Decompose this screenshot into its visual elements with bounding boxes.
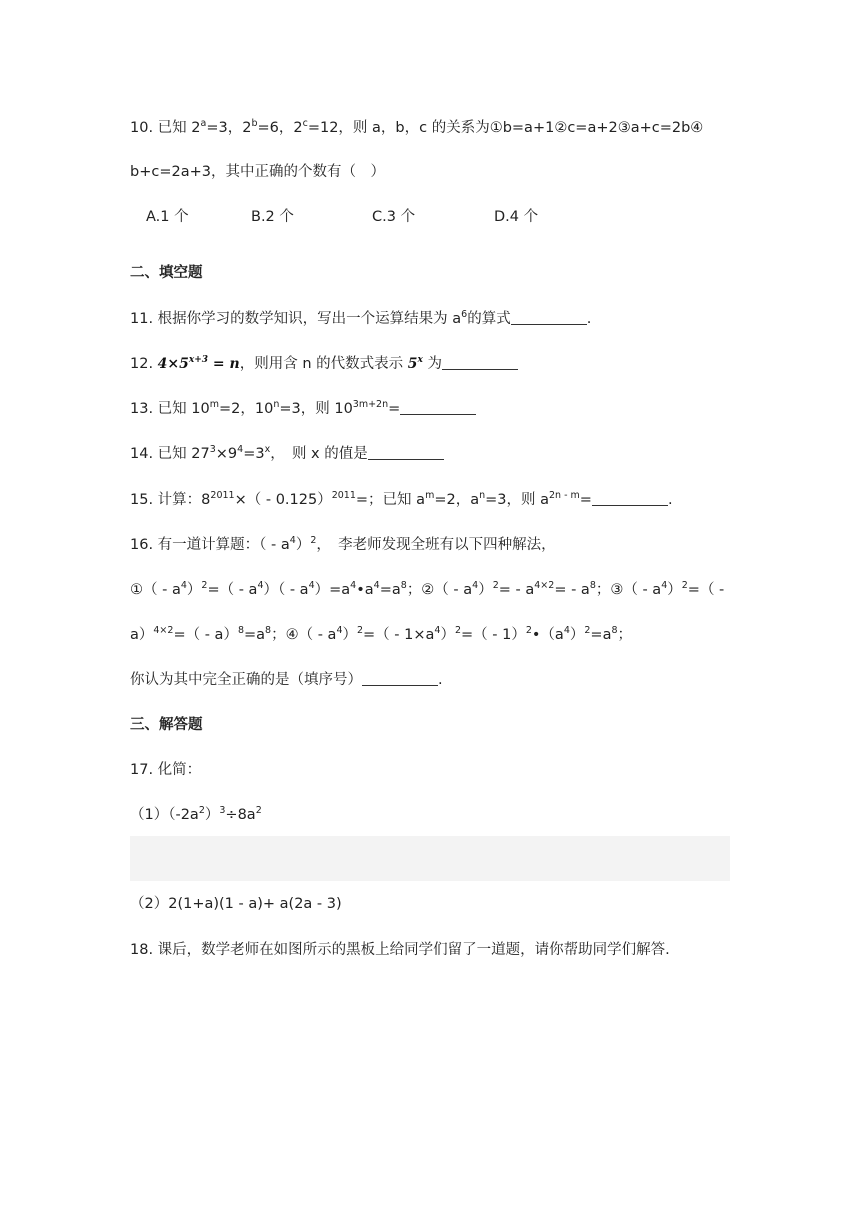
q11-text: 的算式 <box>467 311 511 327</box>
question-14 <box>130 444 444 464</box>
q16-solution-text: ； <box>617 627 633 643</box>
question-16-line-4 <box>130 670 443 690</box>
q12-text: 12. <box>130 356 158 372</box>
q16-solution-text: =a <box>590 627 612 643</box>
q16-solution-text: ）（ - a <box>263 582 309 598</box>
question-16-line-1 <box>130 535 556 555</box>
superscript: 4 <box>257 580 264 591</box>
q10-text: =12，则 a，b，c 的关系为①b=a+1②c=a+2③a+c=2b④ <box>307 120 704 136</box>
q16-solution-text: ）=a <box>314 582 351 598</box>
q16-solution-text: =（ - a） <box>173 627 238 643</box>
q16-solution-text: =（ - <box>687 582 725 598</box>
q10-text: 10. 已知 2 <box>130 120 201 136</box>
question-16-solutions-line-2 <box>130 625 632 645</box>
q14-text: =3 <box>243 446 265 462</box>
q15-text: =2，a <box>434 492 480 508</box>
superscript: 2 <box>255 805 262 816</box>
q15-text: = <box>579 492 592 508</box>
q15-text: =；已知 a <box>355 492 426 508</box>
q16-solution-text: ①（ - a <box>130 582 181 598</box>
superscript: 2011 <box>210 490 235 501</box>
q16-solution-text: ） <box>440 627 455 643</box>
superscript: 2 <box>356 625 364 636</box>
equation-image <box>158 356 240 372</box>
superscript: 4×2 <box>153 625 174 636</box>
question-17-title: 17. 化简： <box>130 762 202 778</box>
q16-solution-text: =（ - 1） <box>461 627 526 643</box>
q16-solution-text: a） <box>130 627 154 643</box>
question-18: 18. 课后，数学老师在如图所示的黑板上给同学们留了一道题，请你帮助同学们解答. <box>130 942 670 958</box>
period: . <box>586 311 592 327</box>
superscript: 4 <box>237 444 244 455</box>
q12-text: 为 <box>422 356 442 372</box>
q16-solution-text: •（a <box>531 627 564 643</box>
answer-blank[interactable] <box>511 310 587 325</box>
answer-blank[interactable] <box>362 671 438 686</box>
q16-solution-text: =a <box>379 582 401 598</box>
q16-solution-text: = - a <box>554 582 590 598</box>
answer-box[interactable] <box>130 836 730 881</box>
superscript: 2 <box>681 580 688 591</box>
q16-solution-text: ） <box>478 582 493 598</box>
q16-solution-text: =（ - a <box>207 582 258 598</box>
superscript: 4 <box>336 625 343 636</box>
q16-solution-text: ；④（ - a <box>271 627 337 643</box>
superscript: a <box>200 118 207 129</box>
q15-text: ×（ - 0.125） <box>234 492 332 508</box>
superscript: 4 <box>472 580 479 591</box>
expression-image <box>408 356 423 372</box>
superscript: 2 <box>492 580 499 591</box>
q12-text: ，则用含 n 的代数式表示 <box>239 356 408 372</box>
question-15 <box>130 490 673 510</box>
superscript: 2 <box>584 625 591 636</box>
option-a: A.1 个 <box>146 209 189 225</box>
q16-text: ， 李老师发现全班有以下四种解法， <box>316 537 556 553</box>
q15-text: 15. 计算：8 <box>130 492 211 508</box>
superscript: 3 <box>209 444 216 455</box>
superscript: 2n - m <box>549 490 580 501</box>
q13-text: =2，10 <box>219 401 274 417</box>
equation-base: 4×5 <box>157 356 189 372</box>
q13-text: =3，则 10 <box>279 401 353 417</box>
superscript: 4 <box>434 625 441 636</box>
superscript: 8 <box>611 625 618 636</box>
q11-text: 11. 根据你学习的数学知识，写出一个运算结果为 a <box>130 311 462 327</box>
equation-tail: = n <box>208 356 240 372</box>
question-11 <box>130 309 591 329</box>
question-10-line-2: b+c=2a+3，其中正确的个数有（ ） <box>130 164 385 180</box>
superscript: 6 <box>461 309 468 320</box>
q15-text: =3，则 a <box>485 492 549 508</box>
q13-text: = <box>388 401 401 417</box>
superscript: 2011 <box>331 490 356 501</box>
superscript: b <box>251 118 258 129</box>
q14-text: ， 则 x 的值是 <box>270 446 368 462</box>
superscript: 3 <box>219 805 226 816</box>
superscript: 8 <box>589 580 596 591</box>
q16-solution-text: ；②（ - a <box>406 582 473 598</box>
superscript: 4×2 <box>534 580 555 591</box>
question-10-line-1 <box>130 118 703 138</box>
section-heading-solve: 三、解答题 <box>130 717 203 733</box>
superscript: 4 <box>563 625 570 636</box>
q16-text: 你认为其中完全正确的是（填序号） <box>130 672 362 688</box>
superscript: 4 <box>661 580 668 591</box>
superscript: 8 <box>400 580 407 591</box>
q10-text: =6，2 <box>257 120 303 136</box>
q16-text: ） <box>295 537 311 553</box>
q16-solution-text: =a <box>244 627 266 643</box>
question-13 <box>130 399 476 419</box>
superscript: 4 <box>373 580 380 591</box>
q16-solution-text: ） <box>569 627 585 643</box>
superscript: 2 <box>198 805 205 816</box>
q10-text: =3，2 <box>206 120 252 136</box>
superscript: 3m+2n <box>352 399 389 410</box>
q16-solution-text: ） <box>667 582 682 598</box>
question-17-part-1 <box>130 805 262 825</box>
superscript: n <box>479 490 486 501</box>
superscript: x <box>417 355 423 365</box>
period: . <box>667 492 673 508</box>
q16-solution-text: ） <box>342 627 357 643</box>
answer-blank[interactable] <box>400 400 476 415</box>
superscript: 2 <box>201 580 208 591</box>
q16-text: 16. 有一道计算题：（ - a <box>130 537 290 553</box>
superscript: 8 <box>265 625 272 636</box>
superscript: 4 <box>180 580 187 591</box>
section-heading-fill-in: 二、填空题 <box>130 265 203 281</box>
q16-solution-text: •a <box>356 582 374 598</box>
superscript: 8 <box>237 625 244 636</box>
question-17-part-2: （2）2(1+a)(1 - a)+ a(2a - 3) <box>130 896 342 912</box>
q17-text: （1）（-2a <box>130 807 199 823</box>
q17-text: ） <box>204 807 220 823</box>
question-16-solutions-line-1 <box>130 580 724 600</box>
superscript: n <box>273 399 280 410</box>
superscript: m <box>425 490 435 501</box>
superscript: 2 <box>310 535 317 546</box>
superscript: 4 <box>308 580 315 591</box>
option-b: B.2 个 <box>251 209 294 225</box>
expression-base: 5 <box>407 356 418 372</box>
q17-text: ÷8a <box>225 807 256 823</box>
superscript: x+3 <box>188 355 209 365</box>
q14-text: 14. 已知 27 <box>130 446 210 462</box>
option-d: D.4 个 <box>494 209 539 225</box>
superscript: 2 <box>525 625 532 636</box>
superscript: m <box>209 399 219 410</box>
q13-text: 13. 已知 10 <box>130 401 210 417</box>
option-c: C.3 个 <box>372 209 416 225</box>
q16-solution-text: =（ - 1×a <box>363 627 435 643</box>
question-12 <box>130 354 518 374</box>
q16-solution-text: = - a <box>498 582 535 598</box>
superscript: 4 <box>289 535 296 546</box>
period: . <box>438 672 443 688</box>
superscript: c <box>302 118 308 129</box>
answer-blank[interactable] <box>592 491 668 506</box>
superscript: 2 <box>454 625 461 636</box>
answer-blank[interactable] <box>368 445 444 460</box>
superscript: x <box>264 444 271 455</box>
answer-blank[interactable] <box>442 355 518 370</box>
superscript: 4 <box>350 580 357 591</box>
q14-text: ×9 <box>215 446 238 462</box>
q16-solution-text: ；③（ - a <box>595 582 662 598</box>
q16-solution-text: ） <box>186 582 202 598</box>
